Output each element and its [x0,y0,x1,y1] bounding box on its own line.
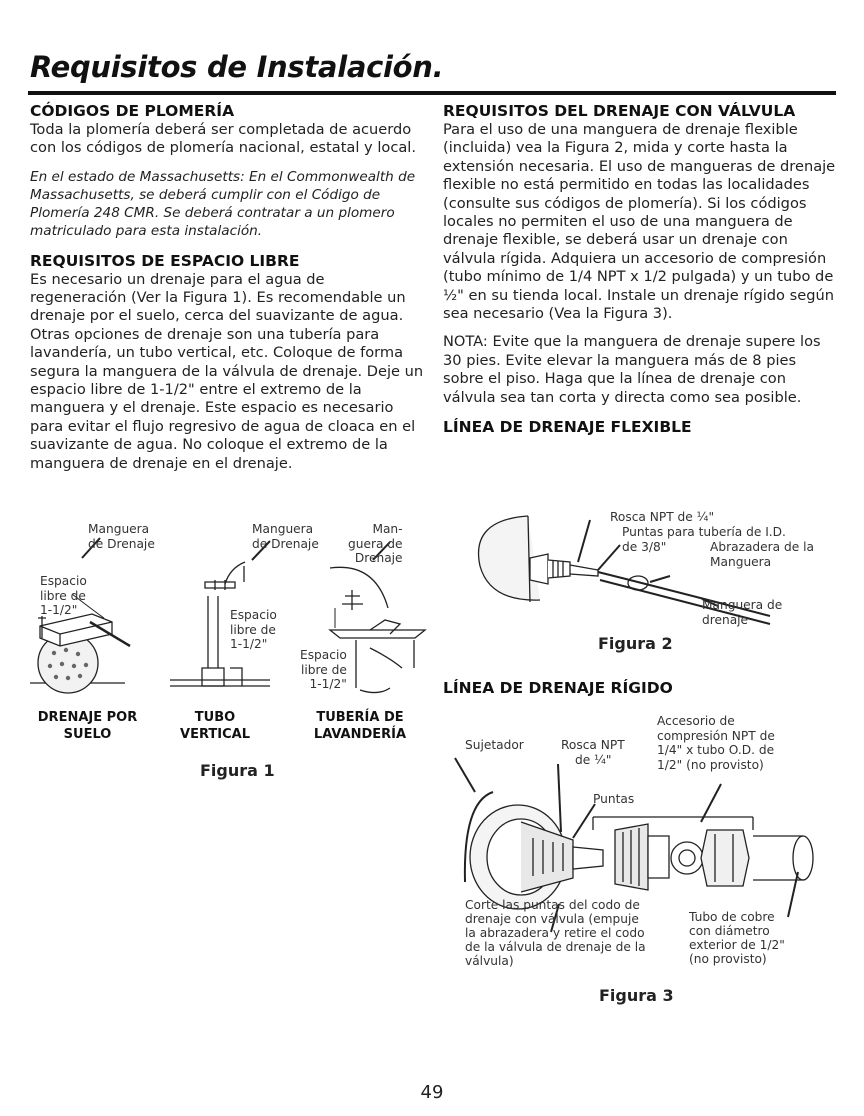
drain-hose-note: NOTA: Evite que la manguera de drenaje supere los 30 pies. Evite elevar la manguera más de 8 pies sobre el piso. Haga que la línea de drenaje con válvula sea tan corta y directa como sea posible. [443,333,821,406]
fig3-cut-instructions: Corte las puntas del codo de drenaje con válvula (empuje la abrazadera y retire el codo de la válvula de drenaje de la válvula) [465,898,646,968]
fig3-holder-label: Sujetador [465,738,524,752]
figure-2 [470,510,840,660]
fig1-hose-label-floor: Manguera de Drenaje [88,522,155,551]
plumbing-codes-text: Toda la plomería deberá ser completada de acuerdo con los códigos de plomería nacional, estatal y local. [30,121,416,157]
massachusetts-note: En el estado de Massachusetts: En el Commonwealth de Massachusetts, se deberá cumplir con el Código de Plomería 248 CMR. Se deberá contratar a un plomero matriculado para esta instalación. [30,168,416,240]
figure-1-title: Figura 1 [200,761,275,780]
fig3-fitting-label: Accesorio de compresión NPT de 1/4" x tubo O.D. de 1/2" (no provisto) [657,714,775,772]
flexible-drain-heading: LÍNEA DE DRENAJE FLEXIBLE [443,418,692,437]
rigid-drain-heading: LÍNEA DE DRENAJE RÍGIDO [443,679,673,697]
plumbing-codes-heading: CÓDIGOS DE PLOMERÍA [30,102,235,120]
fig1-space-label-standpipe: Espacio libre de 1-1/2" [230,608,277,651]
fig2-hose-label: Manguera de drenaje [702,598,783,627]
left-column [30,101,424,473]
fig1-hose-label-laundry: Man- guera de Drenaje [348,522,403,565]
figure-1 [30,518,430,788]
figure-3 [443,712,843,1012]
space-requirements-heading: REQUISITOS DE ESPACIO LIBRE [30,251,300,270]
fig2-clamp-label: Abrazadera de la Manguera [710,540,814,569]
figure-3-title: Figura 3 [599,986,674,1005]
page-title: Requisitos de Instalación. [30,50,444,84]
fig1-caption-standpipe: TUBO VERTICAL [180,710,250,742]
fig1-caption-floor-drain: DRENAJE POR SUELO [37,710,138,742]
fig2-thread-label: Rosca NPT de ¼" [610,510,715,524]
valve-drain-text: Para el uso de una manguera de drenaje flexible (incluida) vea la Figura 2, mida y corte hasta la extensión necesaria. El uso de mangueras de drenaje flexible no está permitido en todas las localidades (consulte sus códigos de plomería). Si los códigos locales no permiten el uso de una manguera de drenaje flexible, se deberá usar un drenaje con válvula rígida. Adquiera un accesorio de compresión (tubo mínimo de 1/4 NPT x 1/2 pulgada) y un tubo de ½" en su tienda local. Instale un drenaje rígido según sea necesario (Vea la Figura 3). [443,121,836,323]
valve-drain-heading: REQUISITOS DEL DRENAJE CON VÁLVULA [443,102,796,120]
fig1-space-label-floor: Espacio libre de 1-1/2" [40,574,87,617]
title-rule [28,91,836,95]
right-column [443,101,838,437]
page-number: 49 [420,1082,444,1103]
fig3-tips-label: Puntas [593,792,635,806]
fig2-tips-label: Puntas para tubería de I.D. de 3/8" [622,525,786,554]
fig3-thread-label: Rosca NPT de ¼" [561,738,625,767]
fig1-caption-laundry: TUBERÍA DE LAVANDERÍA [313,710,407,742]
fig3-copper-tube-label: Tubo de cobre con diámetro exterior de 1/2" (no provisto) [689,910,785,966]
space-requirements-text: Es necesario un drenaje para el agua de regeneración (Ver la Figura 1). Es recomendable un drenaje por el suelo, cerca del suavizante de agua. Otras opciones de drenaje son una tubería para lavandería, un tubo vertical, etc. Coloque de forma segura la manguera de la válvula de drenaje. Deje un espacio libre de 1-1/2" entre el extremo de la manguera y el drenaje. Este espacio es necesario para evitar el flujo regresivo de agua de cloaca en el suavizante de agua. No coloque el extremo de la manguera de drenaje en el drenaje. [30,270,424,472]
fig1-space-label-laundry: Espacio libre de 1-1/2" [300,648,347,691]
figure-2-title: Figura 2 [598,634,673,653]
fig1-hose-label-standpipe: Manguera de Drenaje [252,522,319,551]
